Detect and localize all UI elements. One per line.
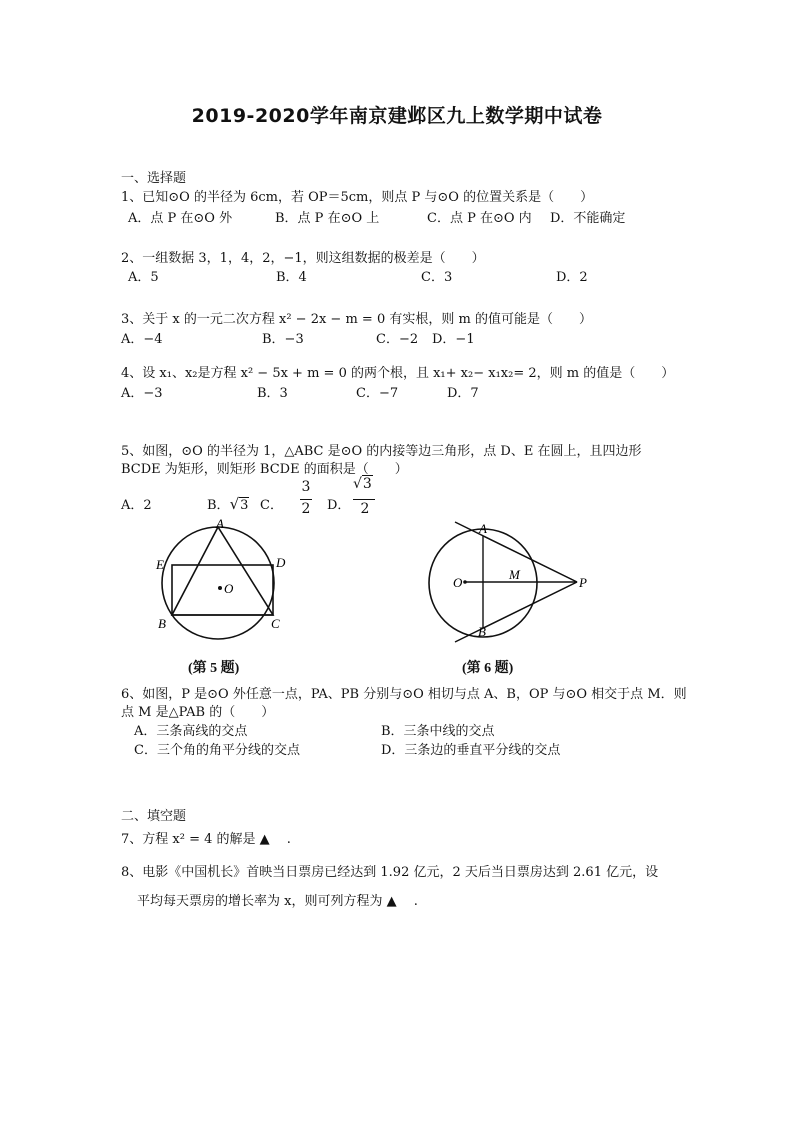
fig5-label-c: C (271, 616, 280, 631)
q5-stem-line2: BCDE 为矩形，则矩形 BCDE 的面积是（ ） (121, 462, 408, 477)
q5-stem-line1: 5、如图，⊙O 的半径为 1，△ABC 是⊙O 的内接等边三角形，点 D、E 在圆上，且四边形 (121, 444, 642, 459)
q1-option-a: A．点 P 在⊙O 外 (128, 211, 233, 226)
fig6-label-p: P (579, 575, 587, 590)
q3-option-c: C．−2 (376, 332, 419, 347)
fig5-triangle-abc (172, 527, 273, 615)
q3-stem: 3、关于 x 的一元二次方程 x² − 2x − m = 0 有实根，则 m 的值可能是（ ） (121, 312, 592, 327)
page-title: 2019-2020学年南京建邺区九上数学期中试卷 (191, 105, 603, 127)
q5-option-b (207, 494, 249, 513)
fig6-segment-pb (483, 582, 577, 628)
fig5-label-b: B (158, 616, 166, 631)
q5-option-b-radicand: 3 (240, 498, 249, 513)
q6-stem-line1: 6、如图，P 是⊙O 外任意一点，PA、PB 分别与⊙O 相切与点 A、B，OP 与⊙O 相交于点 M．则 (121, 687, 687, 702)
section-2-heading: 二、填空题 (121, 809, 187, 824)
fig5-center-dot (218, 586, 222, 590)
q2-stem: 2、一组数据 3，1，4，2，−1，则这组数据的极差是（ ） (121, 251, 485, 266)
fraction-bar (353, 499, 375, 500)
fig6-label-a: A (479, 521, 487, 536)
fig6-label-o: O (453, 575, 463, 590)
q4-option-c: C．−7 (356, 386, 399, 401)
q3-option-b: B．−3 (262, 332, 304, 347)
fig6-label-b: B (478, 624, 486, 639)
q3-option-d: D．−1 (432, 332, 475, 347)
q5-option-d-denominator: 2 (360, 501, 370, 517)
q4-option-b: B．3 (257, 386, 288, 401)
fig6-label-m: M (509, 567, 520, 582)
fig6-segment-pa (483, 536, 577, 582)
q5-option-c-label: C． (260, 498, 283, 513)
q4-stem: 4、设 x₁、x₂是方程 x² − 5x + m = 0 的两个根，且 x₁+ x₂− x₁x₂= 2，则 m 的值是（ ） (121, 366, 675, 381)
q8-line2: 平均每天票房的增长率为 x，则可列方程为 ▲ . (137, 894, 418, 909)
figure-6-diagram (415, 518, 605, 648)
figure-6-caption: (第 6 题) (462, 661, 514, 676)
q1-stem: 1、已知⊙O 的半径为 6cm，若 OP＝5cm，则点 P 与⊙O 的位置关系是（ ） (121, 190, 594, 205)
q1-option-c: C．点 P 在⊙O 内 (427, 211, 532, 226)
q3-option-a: A．−4 (121, 332, 163, 347)
q5-option-c-denominator: 2 (301, 501, 311, 517)
q5-option-c-numerator: 3 (301, 479, 311, 495)
q2-option-c: C．3 (421, 270, 453, 285)
q5-option-d-label: D． (327, 498, 351, 513)
fig5-label-e: E (156, 557, 164, 572)
q1-option-d: D．不能确定 (550, 211, 626, 226)
fig5-label-a: A (216, 516, 224, 531)
q6-option-c: C．三个角的角平分线的交点 (134, 743, 300, 758)
q5-option-a: A．2 (121, 498, 152, 513)
q2-option-d: D．2 (556, 270, 588, 285)
q5-option-d-numerator: √3 (353, 476, 372, 492)
sqrt-icon: √ (229, 495, 240, 513)
q4-option-a: A．−3 (121, 386, 163, 401)
figure-5-diagram (150, 515, 300, 645)
q8-line1: 8、电影《中国机长》首映当日票房已经达到 1.92 亿元，2 天后当日票房达到 2.61 亿元，设 (121, 865, 659, 880)
fig5-label-d: D (276, 555, 286, 570)
q2-option-a: A．5 (128, 270, 159, 285)
section-1-heading: 一、选择题 (121, 171, 187, 186)
q7-text: 7、方程 x² = 4 的解是 ▲ . (121, 832, 291, 847)
q6-stem-line2: 点 M 是△PAB 的（ ） (121, 705, 275, 720)
figure-5-caption: (第 5 题) (188, 661, 240, 676)
fig5-circle (162, 527, 274, 639)
sqrt-icon: √ (353, 476, 362, 492)
fig5-label-o: O (224, 581, 234, 596)
q1-option-b: B．点 P 在⊙O 上 (275, 211, 380, 226)
q2-option-b: B．4 (276, 270, 307, 285)
q6-option-b: B．三条中线的交点 (381, 724, 495, 739)
q4-option-d: D．7 (447, 386, 479, 401)
q6-option-d: D．三条边的垂直平分线的交点 (381, 743, 561, 758)
fig6-center-dot (463, 580, 467, 584)
fraction-bar (300, 499, 312, 500)
q6-option-a: A．三条高线的交点 (134, 724, 248, 739)
q5-option-b-label: B． (207, 498, 230, 513)
